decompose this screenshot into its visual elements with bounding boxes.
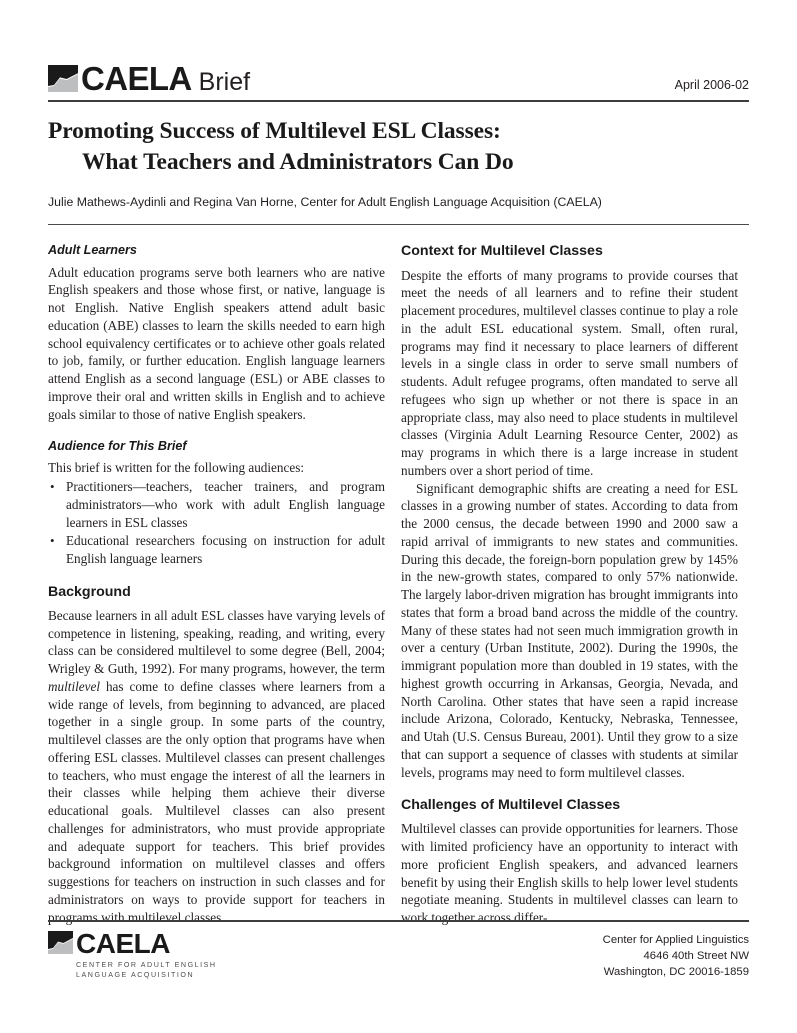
right-column xyxy=(401,243,738,926)
issue-number: April 2006-02 xyxy=(674,78,749,92)
paragraph-context-2: Significant demographic shifts are creating a need for ESL classes in a growing number of states. According to data from the 2000 census, the decade between 1990 and 2000 saw a rapid arrival of immigrants to new states and communities. During this decade, the foreign-born population grew by 145% in the new-growth states, compared to only 57% nationwide. The largely labor-driven migration has brought immigrants into states that form a broad band across the middle of the country. Many of these states had not seen much immigration growth in over a century (Urban Institute, 2002). During the 1990s, the immigrant population more than doubled in 19 states, with the highest growth occurring in Arkansas, Georgia, Nevada, and North Carolina. Other states that have seen a rapid increase include Arizona, Colorado, Kentucky, Nebraska, Tennessee, and Utah (U.S. Census Bureau, 2001). Until they grow to a size that can support a sequence of classes with students at similar levels, programs may need to form multilevel classes. xyxy=(401,480,738,780)
section-heading-context: Context for Multilevel Classes xyxy=(401,243,603,260)
paragraph-challenges: Multilevel classes can provide opportunities for learners. Those with limited proficiency have an opportunity to interact with more proficient English speakers, and advanced learners benefit by using their English skills to help lower level students negotiate meaning. Students in multilevel classes can learn to work together across differ- xyxy=(401,821,738,926)
footer-tagline-line-1: CENTER FOR ADULT ENGLISH xyxy=(76,961,217,969)
section-heading-challenges: Challenges of Multilevel Classes xyxy=(401,797,621,814)
paragraph-context-1: Despite the efforts of many programs to provide courses that meet the needs of all learners and to refine their student placement procedures, multilevel classes continue to play a role in the adult ESL educational system. Small, often rural, programs may find it necessary to place learners of different levels in a single class in order to serve small numbers of students. Adult refugee programs, often mandated to serve all refugees who sign up whether or not there is space in an appropriate class, may also need to place students in multilevel classes (Virginia Adult Learning Resource Center, 2002) as may programs in which there is a large increase in student numbers over a short period of time. xyxy=(401,267,738,478)
page-footer xyxy=(48,920,749,981)
byline: Julie Mathews-Aydinli and Regina Van Horne, Center for Adult English Language Acquisition (CAELA) xyxy=(48,194,602,209)
address-line-3: Washington, DC 20016-1859 xyxy=(603,966,749,979)
background-text-part-2: has come to define classes where learners from a wide range of levels, from beginning to advanced, are placed together in a single group. In some parts of the country, multilevel classes are the only option that programs have when offering ESL classes. Multilevel classes can present challenges to teachers, who must engage the interest of all the learners in their classes while helping them achieve their diverse educational goals. Multilevel classes can also present challenges for administrators, who must provide appropriate and adequate support for teachers. This brief provides background information on multilevel classes and offers suggestions for teachers on instruction in such classes and for administrators on ways to provide support for teachers in programs with multilevel classes. xyxy=(48,678,385,925)
caela-logomark-icon xyxy=(48,931,73,954)
list-item: • Educational researchers focusing on instruction for adult English language learners xyxy=(48,532,385,568)
page-title-line-1: Promoting Success of Multilevel ESL Classes: xyxy=(48,118,501,144)
footer-row xyxy=(48,930,749,981)
background-term-multilevel: multilevel xyxy=(48,678,100,694)
byline-divider xyxy=(48,224,749,225)
address-line-1: Center for Applied Linguistics xyxy=(602,934,749,946)
masthead-brief-label: Brief xyxy=(198,68,251,96)
address-line-2: 4646 40th Street NW xyxy=(643,950,749,963)
section-heading-audience: Audience for This Brief xyxy=(48,439,187,454)
masthead xyxy=(48,0,749,100)
list-item: • Practitioners—teachers, teacher trainers, and program administrators—who work with adult English language learners in ESL classes xyxy=(48,478,385,531)
background-text-part-1: Because learners in all adult ESL classes have varying levels of competence in listening, speaking, reading, and writing, every class can be considered multilevel to some degree (Bell, 2004; Wrigley & Guth, 1992). For many programs, however, the term xyxy=(48,607,385,677)
page-title-line-2: What Teachers and Administrators Can Do xyxy=(82,149,514,176)
footer-wordmark: CAELA xyxy=(76,928,170,959)
left-column xyxy=(48,243,385,926)
two-column-body xyxy=(48,243,749,926)
footer-divider xyxy=(48,920,749,922)
footer-logo-text xyxy=(76,930,217,981)
paragraph-audience-lead: This brief is written for the following audiences: xyxy=(48,460,304,476)
section-heading-adult-learners: Adult Learners xyxy=(48,243,137,258)
section-heading-background: Background xyxy=(48,583,131,600)
masthead-wordmark: CAELA xyxy=(81,60,192,97)
masthead-divider xyxy=(48,100,749,102)
brand-lockup xyxy=(48,62,250,95)
paragraph-adult-learners: Adult education programs serve both learners who are native English speakers and those whose first, or native, language is not English. Native English speakers attend adult basic education (ABE) classes to learn the skills needed to earn high school equivalency certificates or to achieve other goals related to job, family, or further education. English language learners attend English as a second language (ESL) or ABE classes to improve their oral and written skills in English and to achieve goals similar to those of native English speakers. xyxy=(48,264,385,422)
footer-brand-lockup xyxy=(48,930,217,981)
footer-address xyxy=(603,930,749,980)
page-title xyxy=(48,116,749,179)
paragraph-background xyxy=(48,607,385,927)
footer-tagline-line-2: LANGUAGE ACQUISITION xyxy=(76,970,195,979)
audience-list xyxy=(48,478,385,568)
caela-logomark-icon xyxy=(48,65,78,92)
